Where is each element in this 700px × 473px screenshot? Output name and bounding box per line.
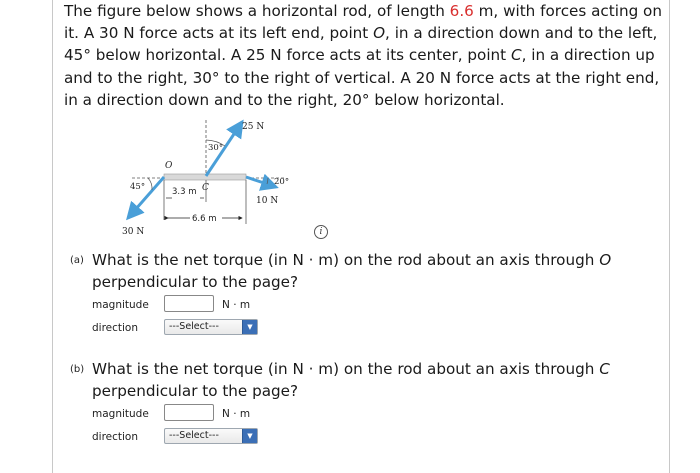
distance-3-3m-label: 3.3 m — [172, 187, 197, 197]
part-a-magnitude-label: magnitude — [92, 299, 149, 311]
problem-statement: The figure below shows a horizontal rod, of length 6.6 m, with forces acting on it. A 30 N force acts at its left end, point O, in a direction down and to the left, 45° below horizontal. A 25 N force acts at its center, point C, in a direction up and to the right, 30° to the right of vertical. A 20 N force acts at the right end, in a direction down and to the right, 20° below horizontal. — [64, 2, 662, 109]
part-b-magnitude-label: magnitude — [92, 408, 149, 420]
part-b-unit: N · m — [222, 408, 251, 420]
point-c-label: C — [202, 183, 209, 193]
part-a — [66, 249, 666, 349]
force-10n-label: 10 N — [256, 196, 279, 206]
chevron-down-icon[interactable]: ▼ — [242, 429, 257, 443]
point-o-label: O — [165, 161, 173, 171]
part-a-magnitude-input[interactable] — [164, 295, 214, 312]
force-diagram — [118, 118, 308, 240]
part-a-label: (a) — [70, 255, 84, 266]
part-b-label: (b) — [70, 364, 85, 375]
force-30n-label: 30 N — [122, 227, 145, 237]
part-a-unit: N · m — [222, 299, 251, 311]
angle-45-label: 45° — [130, 182, 146, 192]
angle-30-label: 30° — [208, 143, 224, 153]
chevron-down-icon[interactable]: ▼ — [242, 320, 257, 334]
part-a-direction-value: ---Select--- — [169, 321, 219, 332]
part-a-direction-label: direction — [92, 322, 139, 334]
part-b-direction-label: direction — [92, 431, 139, 443]
part-b-magnitude-input[interactable] — [164, 404, 214, 421]
part-b-direction-select[interactable] — [164, 428, 258, 444]
part-a-direction-select[interactable] — [164, 319, 258, 335]
rod-length-value: 6.6 — [449, 2, 474, 20]
distance-6-6m-label: 6.6 m — [192, 214, 217, 224]
part-b-question: What is the net torque (in N · m) on the rod about an axis through C perpendicular to the page? — [92, 360, 610, 401]
force-10n-arrow — [246, 177, 276, 187]
angle-20-label: 20° — [274, 177, 290, 187]
part-b-direction-value: ---Select--- — [169, 430, 219, 441]
force-25n-label: 25 N — [242, 122, 265, 132]
part-a-question: What is the net torque (in N · m) on the rod about an axis through O perpendicular to the page? — [92, 251, 612, 292]
part-b — [66, 358, 666, 458]
info-icon[interactable]: i — [314, 225, 328, 239]
